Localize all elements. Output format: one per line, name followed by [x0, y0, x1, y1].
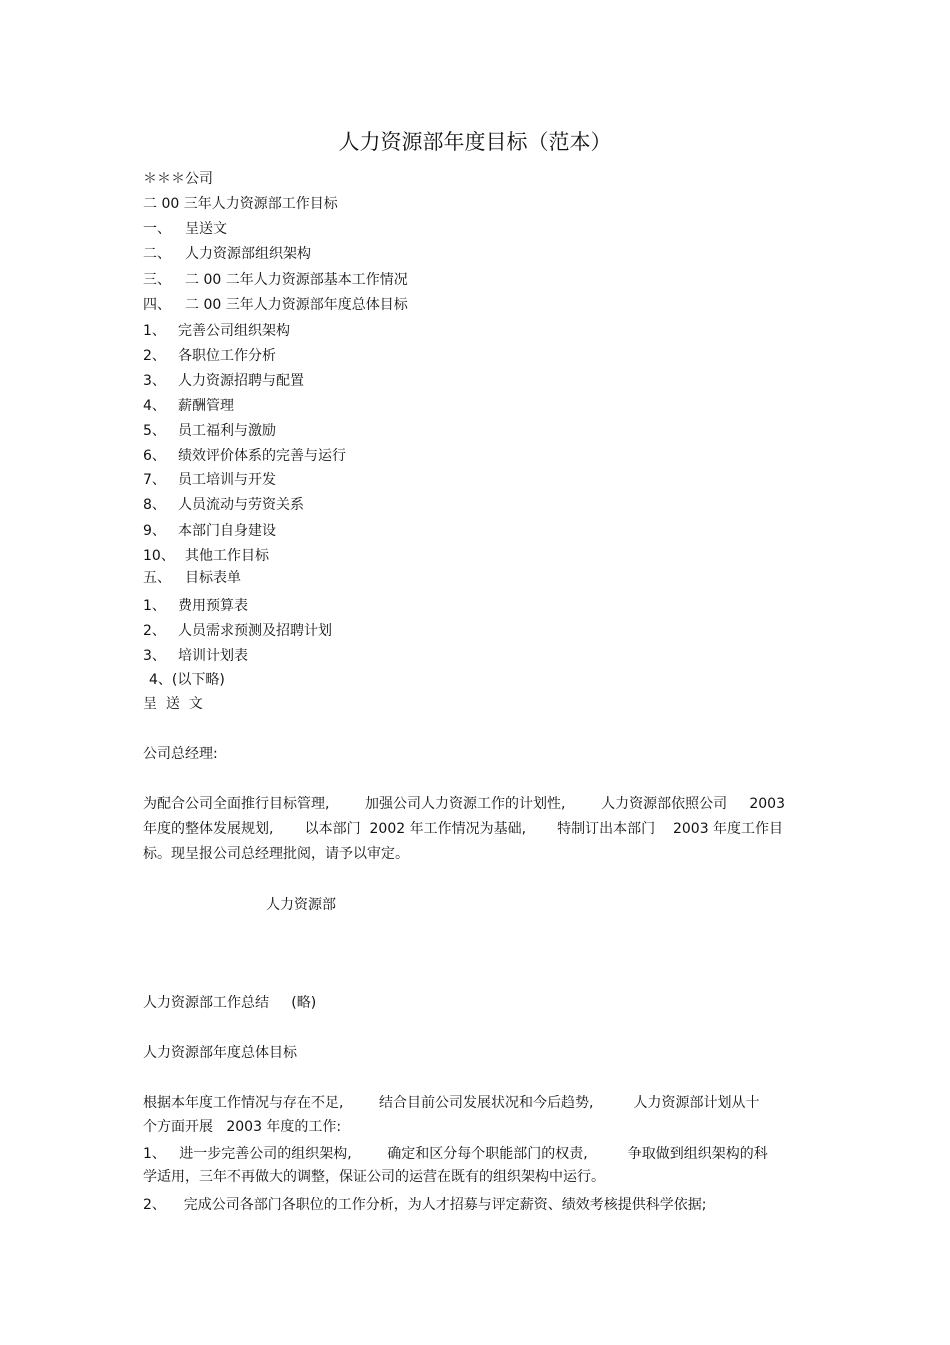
goal-num: 3、	[143, 373, 166, 389]
form-text: 人员需求预测及招聘计划	[178, 623, 332, 639]
goal-item	[143, 496, 304, 514]
goal-text: 员工培训与开发	[178, 472, 276, 488]
document-title: 人力资源部年度目标（范本）	[338, 130, 612, 154]
form-item	[143, 647, 248, 665]
goal-item	[143, 522, 276, 540]
goal-text: 其他工作目标	[185, 548, 269, 564]
form-num: 1、	[143, 598, 166, 614]
goal-num: 8、	[143, 497, 166, 513]
overall-item-line: 1、 进一步完善公司的组织架构, 确定和区分每个职能部门的权责, 争取做到组织架构的科	[143, 1146, 768, 1162]
goal-text: 人员流动与劳资关系	[178, 497, 304, 513]
goal-text: 各职位工作分析	[178, 348, 276, 364]
goal-text: 人力资源招聘与配置	[178, 373, 304, 389]
goal-text: 完善公司组织架构	[178, 323, 290, 339]
toc-num: 二、	[143, 246, 171, 262]
toc-text: 二 00 三年人力资源部年度总体目标	[185, 297, 408, 313]
form-text: 培训计划表	[178, 648, 248, 664]
goal-item	[143, 397, 234, 415]
goal-num: 7、	[143, 472, 166, 488]
goal-num: 10、	[143, 548, 175, 564]
goal-item	[143, 372, 304, 390]
goal-item	[143, 347, 276, 365]
goal-item	[143, 322, 290, 340]
toc-text: 人力资源部组织架构	[185, 246, 311, 262]
goal-item	[143, 471, 276, 489]
goal-num: 2、	[143, 348, 166, 364]
overall-heading: 人力资源部年度总体目标	[143, 1045, 297, 1061]
toc-item	[143, 245, 311, 263]
submission-line: 标。现呈报公司总经理批阅，请予以审定。	[143, 846, 409, 862]
toc-item	[143, 296, 408, 314]
intro-line: 根据本年度工作情况与存在不足, 结合目前公司发展状况和今后趋势, 人力资源部计划从十	[143, 1095, 760, 1111]
goal-num: 4、	[143, 398, 166, 414]
work-summary: 人力资源部工作总结 (略)	[143, 995, 317, 1011]
toc-text: 二 00 二年人力资源部基本工作情况	[185, 272, 408, 288]
intro-line: 个方面开展 2003 年度的工作:	[143, 1119, 342, 1135]
goal-num: 9、	[143, 523, 166, 539]
company-name: ＊＊＊公司	[143, 171, 213, 187]
toc-num: 一、	[143, 221, 171, 237]
goal-num: 6、	[143, 448, 166, 464]
submission-line: 年度的整体发展规划, 以本部门 2002 年工作情况为基础, 特制订出本部门 2003 年度工作目	[143, 821, 784, 837]
salutation: 公司总经理:	[143, 746, 218, 762]
toc-num: 三、	[143, 272, 171, 288]
toc-item	[143, 271, 408, 289]
toc-item	[143, 220, 227, 238]
form-item	[143, 597, 248, 615]
toc-num: 四、	[143, 297, 171, 313]
overall-item-line: 2、 完成公司各部门各职位的工作分析，为人才招募与评定薪资、绩效考核提供科学依据;	[143, 1197, 707, 1213]
goal-item	[143, 422, 276, 440]
goal-item	[143, 547, 269, 565]
goal-text: 员工福利与激励	[178, 423, 276, 439]
form-num: 3、	[143, 648, 166, 664]
form-item	[143, 622, 332, 640]
goal-text: 薪酬管理	[178, 398, 234, 414]
goal-item	[143, 447, 346, 465]
goal-text: 本部门自身建设	[178, 523, 276, 539]
goal-num: 5、	[143, 423, 166, 439]
goal-num: 1、	[143, 323, 166, 339]
form-num: 2、	[143, 623, 166, 639]
submission-line: 为配合公司全面推行目标管理, 加强公司人力资源工作的计划性, 人力资源部依照公司 2003	[143, 796, 785, 812]
signature: 人力资源部	[266, 897, 336, 913]
overall-item-line: 学适用，三年不再做大的调整，保证公司的运营在既有的组织架构中运行。	[143, 1169, 605, 1185]
section-text: 目标表单	[185, 570, 241, 586]
submission-title: 呈 送 文	[143, 696, 203, 712]
section-num: 五、	[143, 570, 171, 586]
omitted-note: 4、(以下略)	[149, 672, 225, 688]
toc-text: 呈送文	[185, 221, 227, 237]
form-text: 费用预算表	[178, 598, 248, 614]
goal-text: 绩效评价体系的完善与运行	[178, 448, 346, 464]
section-five	[143, 569, 241, 587]
work-goal-heading: 二 00 三年人力资源部工作目标	[143, 196, 338, 212]
